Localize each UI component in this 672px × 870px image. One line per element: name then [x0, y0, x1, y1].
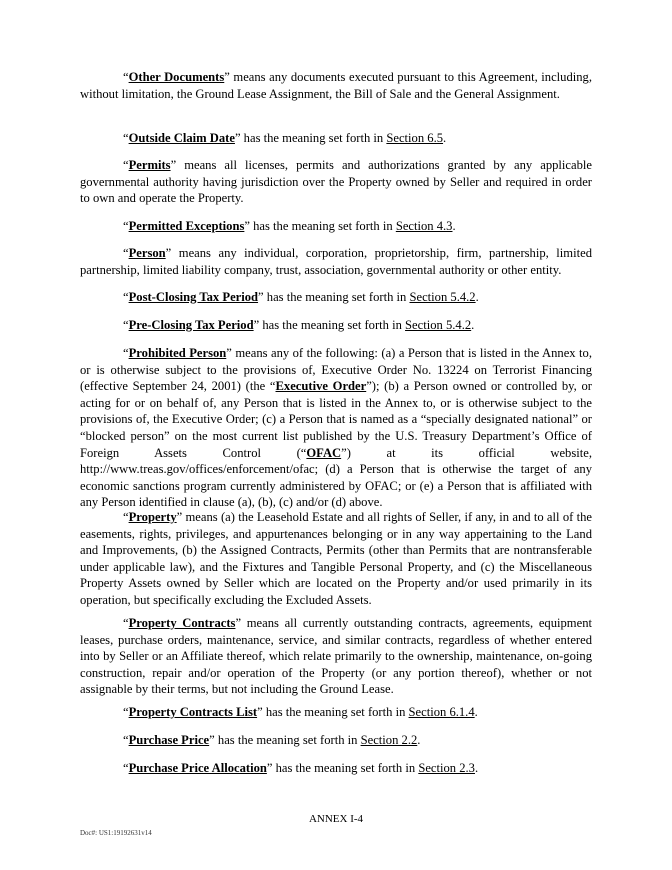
defined-term: Purchase Price — [128, 733, 210, 747]
section-reference: Section 2.2 — [360, 733, 418, 747]
definition-post-closing-tax-period: “Post-Closing Tax Period” has the meaning set forth in Section 5.4.2. — [123, 290, 479, 304]
document-id: Doc#: US1:19192631v14 — [80, 829, 152, 837]
definition-property: “Property” means (a) the Leasehold Estate and all rights of Seller, if any, in and to all of the easements, rights, privileges, and appurtenances belonging or in any way appertaining to the Land and Improvements, (b) the Assigned Contracts, Permits (other than Permits that are nontransferable under applicable law), and the Fixtures and Tangible Personal Property, and (c) the Miscellaneous Property Assets owned by Seller which are located on the Property and/or used primarily in its operation, but specifically excluding the Excluded Assets. — [80, 510, 592, 607]
defined-term: OFAC — [306, 445, 342, 460]
definition-prohibited-person: “Prohibited Person” means any of the following: (a) a Person that is listed in the Annex to, or is otherwise subject to the provisions of, Executive Order No. 13224 on Terrorist Financing (effective September 24, 2001) (the “Executive Order”); (b) a Person owned or controlled by, or acting for or on behalf of, any Person that is listed in the Annex to, or is otherwise subject to the provisions of, the Executive Order; (c) a Person that is named as a “specially designated national” or “blocked person” on the most current list published by the U.S. Treasury Department’s Office of Foreign Assets Control (“OFAC”) at its official website, http://www.treas.gov/offices/enforcement/ofac; (d) a Person that is otherwise the target of any economic sanctions program currently administered by OFAC; or (e) a Person that is affiliated with any Person identified in clause (a), (b), (c) and/or (d) above. — [80, 346, 592, 510]
page-number: ANNEX I-4 — [308, 813, 364, 825]
section-reference: Section 6.5 — [386, 131, 444, 145]
definition-other-documents: “Other Documents” means any documents executed pursuant to this Agreement, including, without limitation, the Ground Lease Assignment, the Bill of Sale and the General Assignment. — [80, 70, 592, 101]
defined-term: Permits — [128, 158, 171, 172]
definition-permits: “Permits” means all licenses, permits and authorizations granted by any applicable governmental authority having jurisdiction over the Property owned by Seller and required in order to own and operate the Property. — [80, 158, 592, 206]
section-reference: Section 5.4.2 — [409, 290, 476, 304]
definition-pre-closing-tax-period: “Pre-Closing Tax Period” has the meaning set forth in Section 5.4.2. — [123, 318, 475, 332]
defined-term: Purchase Price Allocation — [128, 761, 267, 775]
defined-term: Outside Claim Date — [128, 131, 235, 145]
defined-term: Property Contracts List — [128, 705, 258, 719]
defined-term: Property — [128, 510, 177, 524]
definition-property-contracts-list: “Property Contracts List” has the meaning set forth in Section 6.1.4. — [123, 705, 478, 719]
definition-person: “Person” means any individual, corporation, proprietorship, firm, partnership, limited partnership, limited liability company, trust, association, governmental authority or other entity. — [80, 246, 592, 277]
definition-property-contracts: “Property Contracts” means all currently outstanding contracts, agreements, equipment leases, purchase orders, maintenance, service, and similar contracts, regardless of whether entered into by Seller or an Affiliate thereof, which relate primarily to the ownership, maintenance, on-going construction, repair and/or operation of the Property (or any portion thereof), whether or not assignable by their terms, but not including the Ground Lease. — [80, 616, 592, 697]
defined-term: Pre-Closing Tax Period — [128, 318, 254, 332]
defined-term: Property Contracts — [128, 616, 236, 630]
defined-term: Permitted Exceptions — [128, 219, 245, 233]
defined-term: Person — [128, 246, 166, 260]
definition-permitted-exceptions: “Permitted Exceptions” has the meaning set forth in Section 4.3. — [123, 219, 456, 233]
defined-term: Prohibited Person — [128, 346, 227, 360]
section-reference: Section 6.1.4 — [408, 705, 475, 719]
defined-term: Other Documents — [128, 70, 225, 84]
definition-purchase-price: “Purchase Price” has the meaning set forth in Section 2.2. — [123, 733, 421, 747]
section-reference: Section 2.3 — [418, 761, 475, 775]
section-reference: Section 4.3 — [395, 219, 453, 233]
section-reference: Section 5.4.2 — [405, 318, 472, 332]
defined-term: Executive Order — [275, 379, 367, 394]
definition-purchase-price-allocation: “Purchase Price Allocation” has the meaning set forth in Section 2.3. — [123, 761, 479, 775]
defined-term: Post-Closing Tax Period — [128, 290, 259, 304]
definition-outside-claim-date: “Outside Claim Date” has the meaning set forth in Section 6.5. — [123, 131, 447, 145]
